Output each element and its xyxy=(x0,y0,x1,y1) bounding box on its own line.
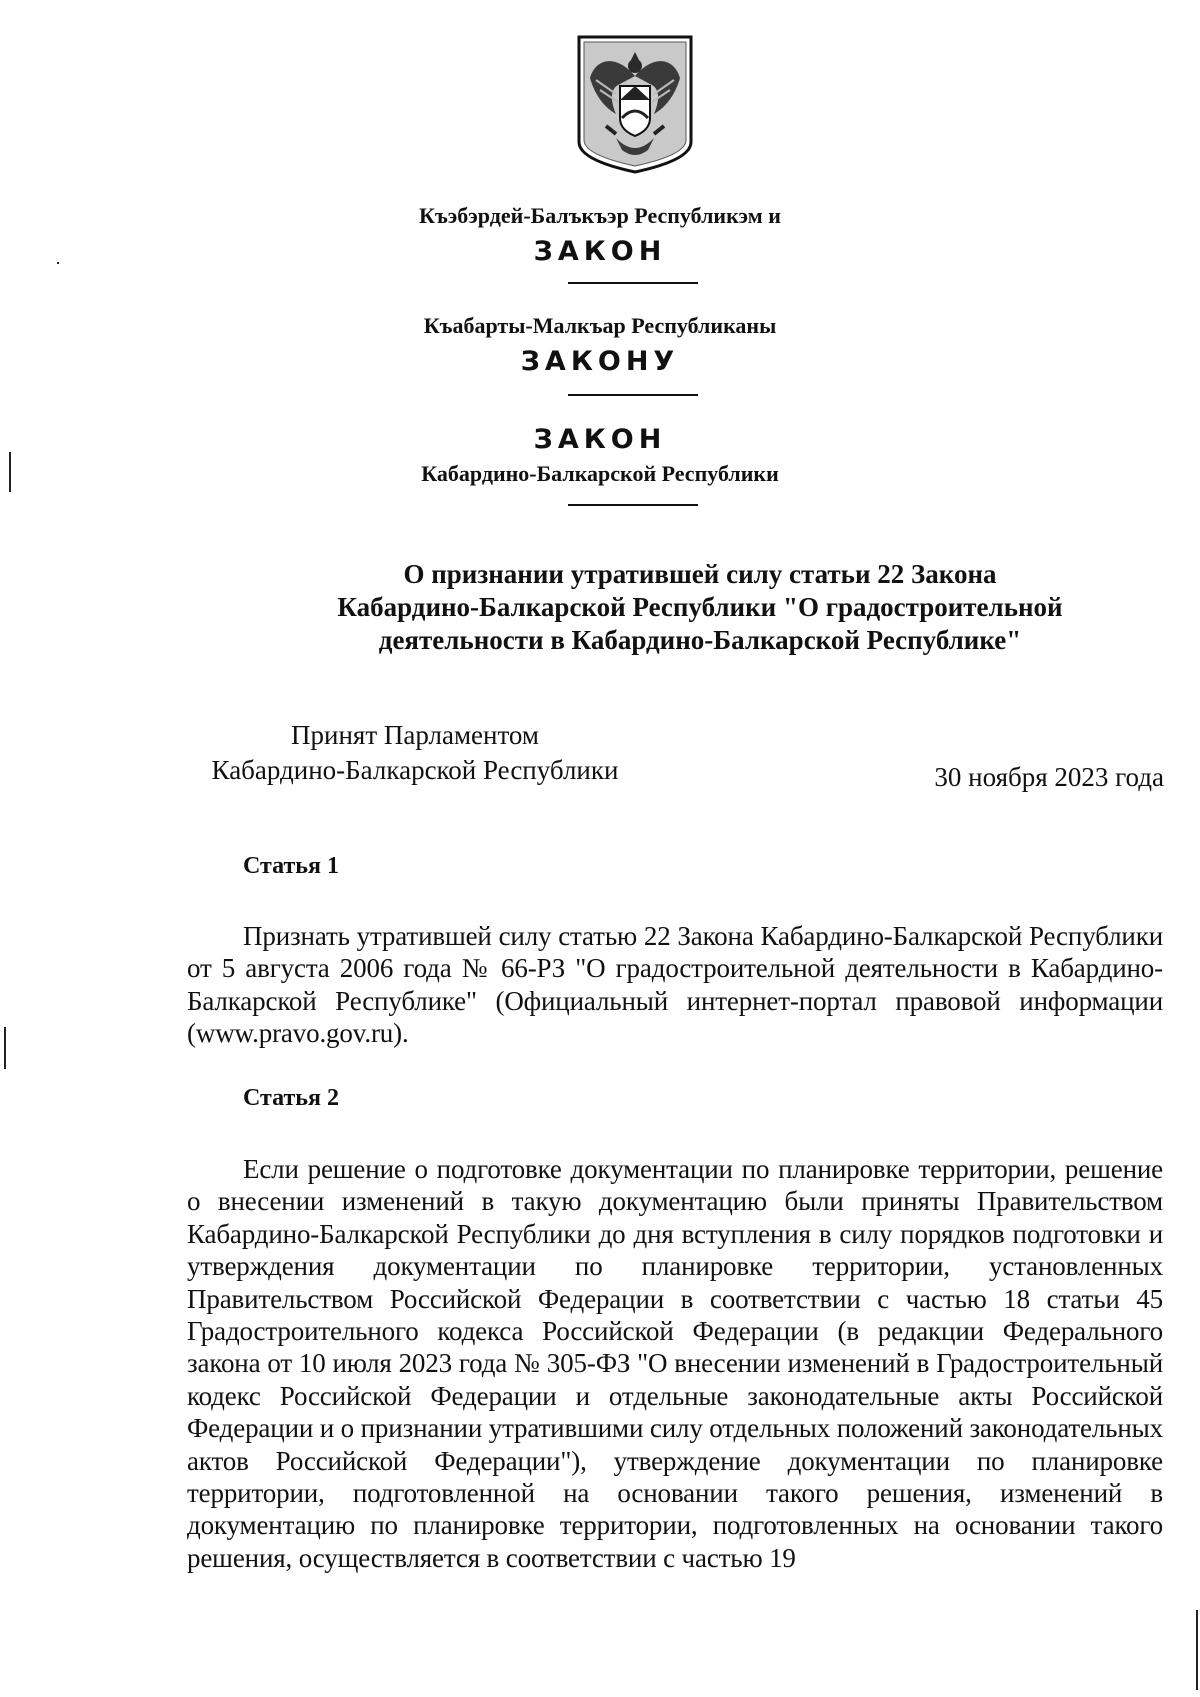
law-title xyxy=(300,558,1100,657)
scan-mark xyxy=(9,452,11,492)
article-text: Признать утратившей силу статью 22 Закона Кабардино-Балкарской Республики от 5 августа 2006 года № 66-РЗ "О градостроительной деятельности в Кабардино-Балкарской Республике" (Официальный интернет-портал правовой информации (www.pravo.gov.ru). xyxy=(187,921,1163,1049)
russian-law-word: ЗАКОН xyxy=(533,424,667,455)
adoption-block xyxy=(185,718,645,788)
balkar-heading: Къабарты-Малкъар Республиканы xyxy=(423,313,777,338)
adoption-line: Принят Парламентом xyxy=(291,720,539,750)
kabardian-law-word: ЗАКОН xyxy=(533,236,667,267)
title-line: О признании утратившей силу статьи 22 Закона xyxy=(403,559,997,589)
article-heading: Статья 1 xyxy=(243,853,339,879)
divider xyxy=(568,504,698,506)
adoption-date: 30 ноября 2023 года xyxy=(934,762,1164,792)
title-line: деятельности в Кабардино-Балкарской Республике" xyxy=(378,625,1022,655)
article-text: Если решение о подготовке документации по планировке территории, решение о внесении изменений в такую документацию были приняты Правительством Кабардино-Балкарской Республики до дня вступления в силу порядков подготовки и утверждения документации по планировке территории, установленных Правительством Российской Федерации в соответствии с частью 18 статьи 45 Градостроительного кодекса Российской Федерации (в редакции Федерального закона от 10 июля 2023 года № 305-ФЗ "О внесении изменений в Градостроительный кодекс Российской Федерации и отдельные законодательные акты Российской Федерации и о признании утратившими силу отдельных положений законодательных актов Российской Федерации"), утверждение документации по планировке территории, подготовленной на основании такого решения, изменений в документацию по планировке территории, подготовленных на основании такого решения, осуществляется в соответствии с частью 19 xyxy=(187,1154,1163,1573)
scan-mark xyxy=(57,262,59,264)
scan-mark xyxy=(4,1027,6,1069)
divider xyxy=(568,282,698,284)
title-line: Кабардино-Балкарской Республики "О градостроительной xyxy=(337,592,1063,622)
adoption-line: Кабардино-Балкарской Республики xyxy=(211,755,619,785)
article-heading: Статья 2 xyxy=(243,1085,339,1111)
balkar-law-word: ЗАКОНУ xyxy=(520,346,680,377)
kabardian-heading: Къэбэрдей-Балъкъэр Республикэм и xyxy=(419,203,781,228)
scan-mark xyxy=(1196,1610,1198,1690)
russian-heading: Кабардино-Балкарской Республики xyxy=(421,461,779,486)
divider xyxy=(568,394,698,396)
coat-of-arms-icon xyxy=(576,34,694,174)
